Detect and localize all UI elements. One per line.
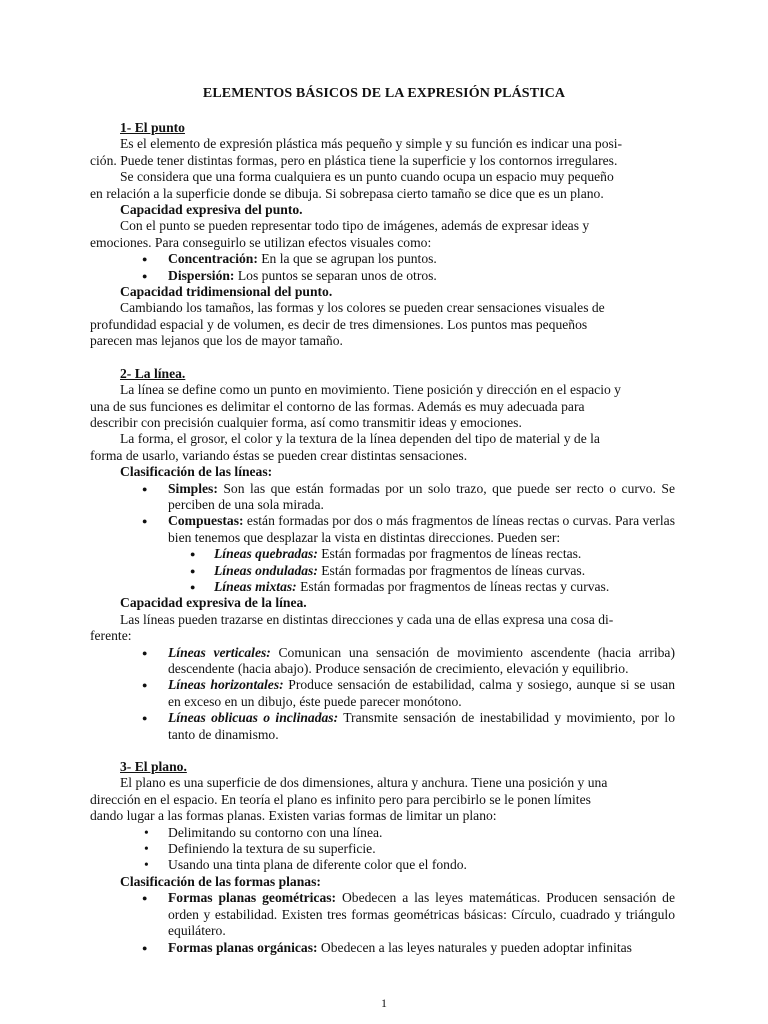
subheading: Capacidad expresiva del punto. <box>120 202 303 218</box>
page-number: 1 <box>381 996 387 1010</box>
list-item: ● Concentración: En la que se agrupan los puntos. <box>120 251 675 267</box>
paragraph: profundidad espacial y de volumen, es decir de tres dimensiones. Los puntos mas pequeños <box>90 316 588 332</box>
document-title: ELEMENTOS BÁSICOS DE LA EXPRESIÓN PLÁSTICA <box>202 86 566 101</box>
list <box>120 251 675 284</box>
subheading: Capacidad tridimensional del punto. <box>120 284 333 300</box>
paragraph: describir con precisión cualquier forma, así como transmitir ideas y emociones. <box>90 414 522 430</box>
list-item: ● Líneas mixtas: Están formadas por fragmentos de líneas rectas y curvas. <box>120 579 675 595</box>
list <box>120 645 675 743</box>
paragraph: Con el punto se pueden representar todo tipo de imágenes, además de expresar ideas y <box>120 218 590 234</box>
paragraph: Las líneas pueden trazarse en distintas direcciones y cada una de ellas expresa una cosa di- <box>120 611 614 627</box>
list-item: • Delimitando su contorno con una línea. <box>120 825 675 841</box>
paragraph: parecen mas lejanos que los de mayor tamaño. <box>90 333 343 349</box>
list <box>120 825 675 874</box>
paragraph: Cambiando los tamaños, las formas y los colores se pueden crear sensaciones visuales de <box>120 300 605 316</box>
list-item: ● Líneas oblicuas o inclinadas: Transmite sensación de inestabilidad y movimiento, por lo tanto de dinamismo. <box>120 710 675 743</box>
paragraph: Es el elemento de expresión plástica más pequeño y simple y su función es indicar una posi- <box>120 136 623 152</box>
list <box>120 890 675 956</box>
list-item: ● Líneas verticales: Comunican una sensación de movimiento ascendente (hacia arriba) descendente (hacia abajo). Produce sensación de crecimiento, elevación y equilibrio. <box>120 645 675 678</box>
list-item: • Definiendo la textura de su superficie. <box>120 841 675 857</box>
paragraph: La forma, el grosor, el color y la textura de la línea dependen del tipo de material y de la <box>120 431 600 447</box>
list-item: • Usando una tinta plana de diferente color que el fondo. <box>120 857 675 873</box>
section-1-heading: 1- El punto <box>120 120 185 135</box>
list-item: ● Formas planas geométricas: Obedecen a las leyes matemáticas. Producen sensación de orden y estabilidad. Existen tres formas geométricas básicas: Círculo, cuadrado y triángulo equilátero. <box>120 890 675 939</box>
subheading: Clasificación de las líneas: <box>120 464 273 480</box>
paragraph: El plano es una superficie de dos dimensiones, altura y anchura. Tiene una posición y una <box>120 775 608 791</box>
paragraph: ción. Puede tener distintas formas, pero en plástica tiene la superficie y los contornos irregulares. <box>90 152 618 168</box>
paragraph: en relación a la superficie donde se dibuja. Si sobrepasa cierto tamaño se dice que es un plano. <box>90 185 604 201</box>
paragraph: una de sus funciones es delimitar el contorno de las formas. Además es muy adecuada para <box>90 398 585 414</box>
list-item: ● Formas planas orgánicas: Obedecen a las leyes naturales y pueden adoptar infinitas <box>120 940 675 956</box>
section-3-heading: 3- El plano. <box>120 759 187 775</box>
list-item: ● Simples: Son las que están formadas por un solo trazo, que puede ser recto o curvo. Se perciben de una sola mirada. <box>120 481 675 514</box>
paragraph: dirección en el espacio. En teoría el plano es infinito pero para percibirlo se le ponen límites <box>90 791 591 807</box>
list-item: ● Líneas horizontales: Produce sensación de estabilidad, calma y sosiego, aunque si se usan en exceso en un dibujo, éste puede parecer monótono. <box>120 677 675 710</box>
list-item: ● Líneas quebradas: Están formadas por fragmentos de líneas rectas. <box>120 546 675 562</box>
document-body <box>90 120 676 956</box>
subheading: Clasificación de las formas planas: <box>120 873 321 889</box>
paragraph: dando lugar a las formas planas. Existen varias formas de limitar un plano: <box>90 808 497 824</box>
list-item: ● Compuestas: están formadas por dos o más fragmentos de líneas rectas o curvas. Para verlas bien tenemos que desplazar la vista en distintas direcciones. Pueden ser: <box>120 513 675 546</box>
paragraph: Se considera que una forma cualquiera es un punto cuando ocupa un espacio muy pequeño <box>120 169 614 185</box>
paragraph: emociones. Para conseguirlo se utilizan efectos visuales como: <box>90 234 432 250</box>
list-item: ● Dispersión: Los puntos se separan unos de otros. <box>120 268 675 284</box>
paragraph: forma de usarlo, variando éstas se pueden crear distintas sensaciones. <box>90 447 468 463</box>
subheading: Capacidad expresiva de la línea. <box>120 595 307 611</box>
paragraph: ferente: <box>90 628 132 644</box>
paragraph: La línea se define como un punto en movimiento. Tiene posición y dirección en el espacio y <box>120 382 621 398</box>
section-2-heading: 2- La línea. <box>120 365 186 381</box>
list <box>120 481 675 596</box>
list-item: ● Líneas onduladas: Están formadas por fragmentos de líneas curvas. <box>120 563 675 579</box>
